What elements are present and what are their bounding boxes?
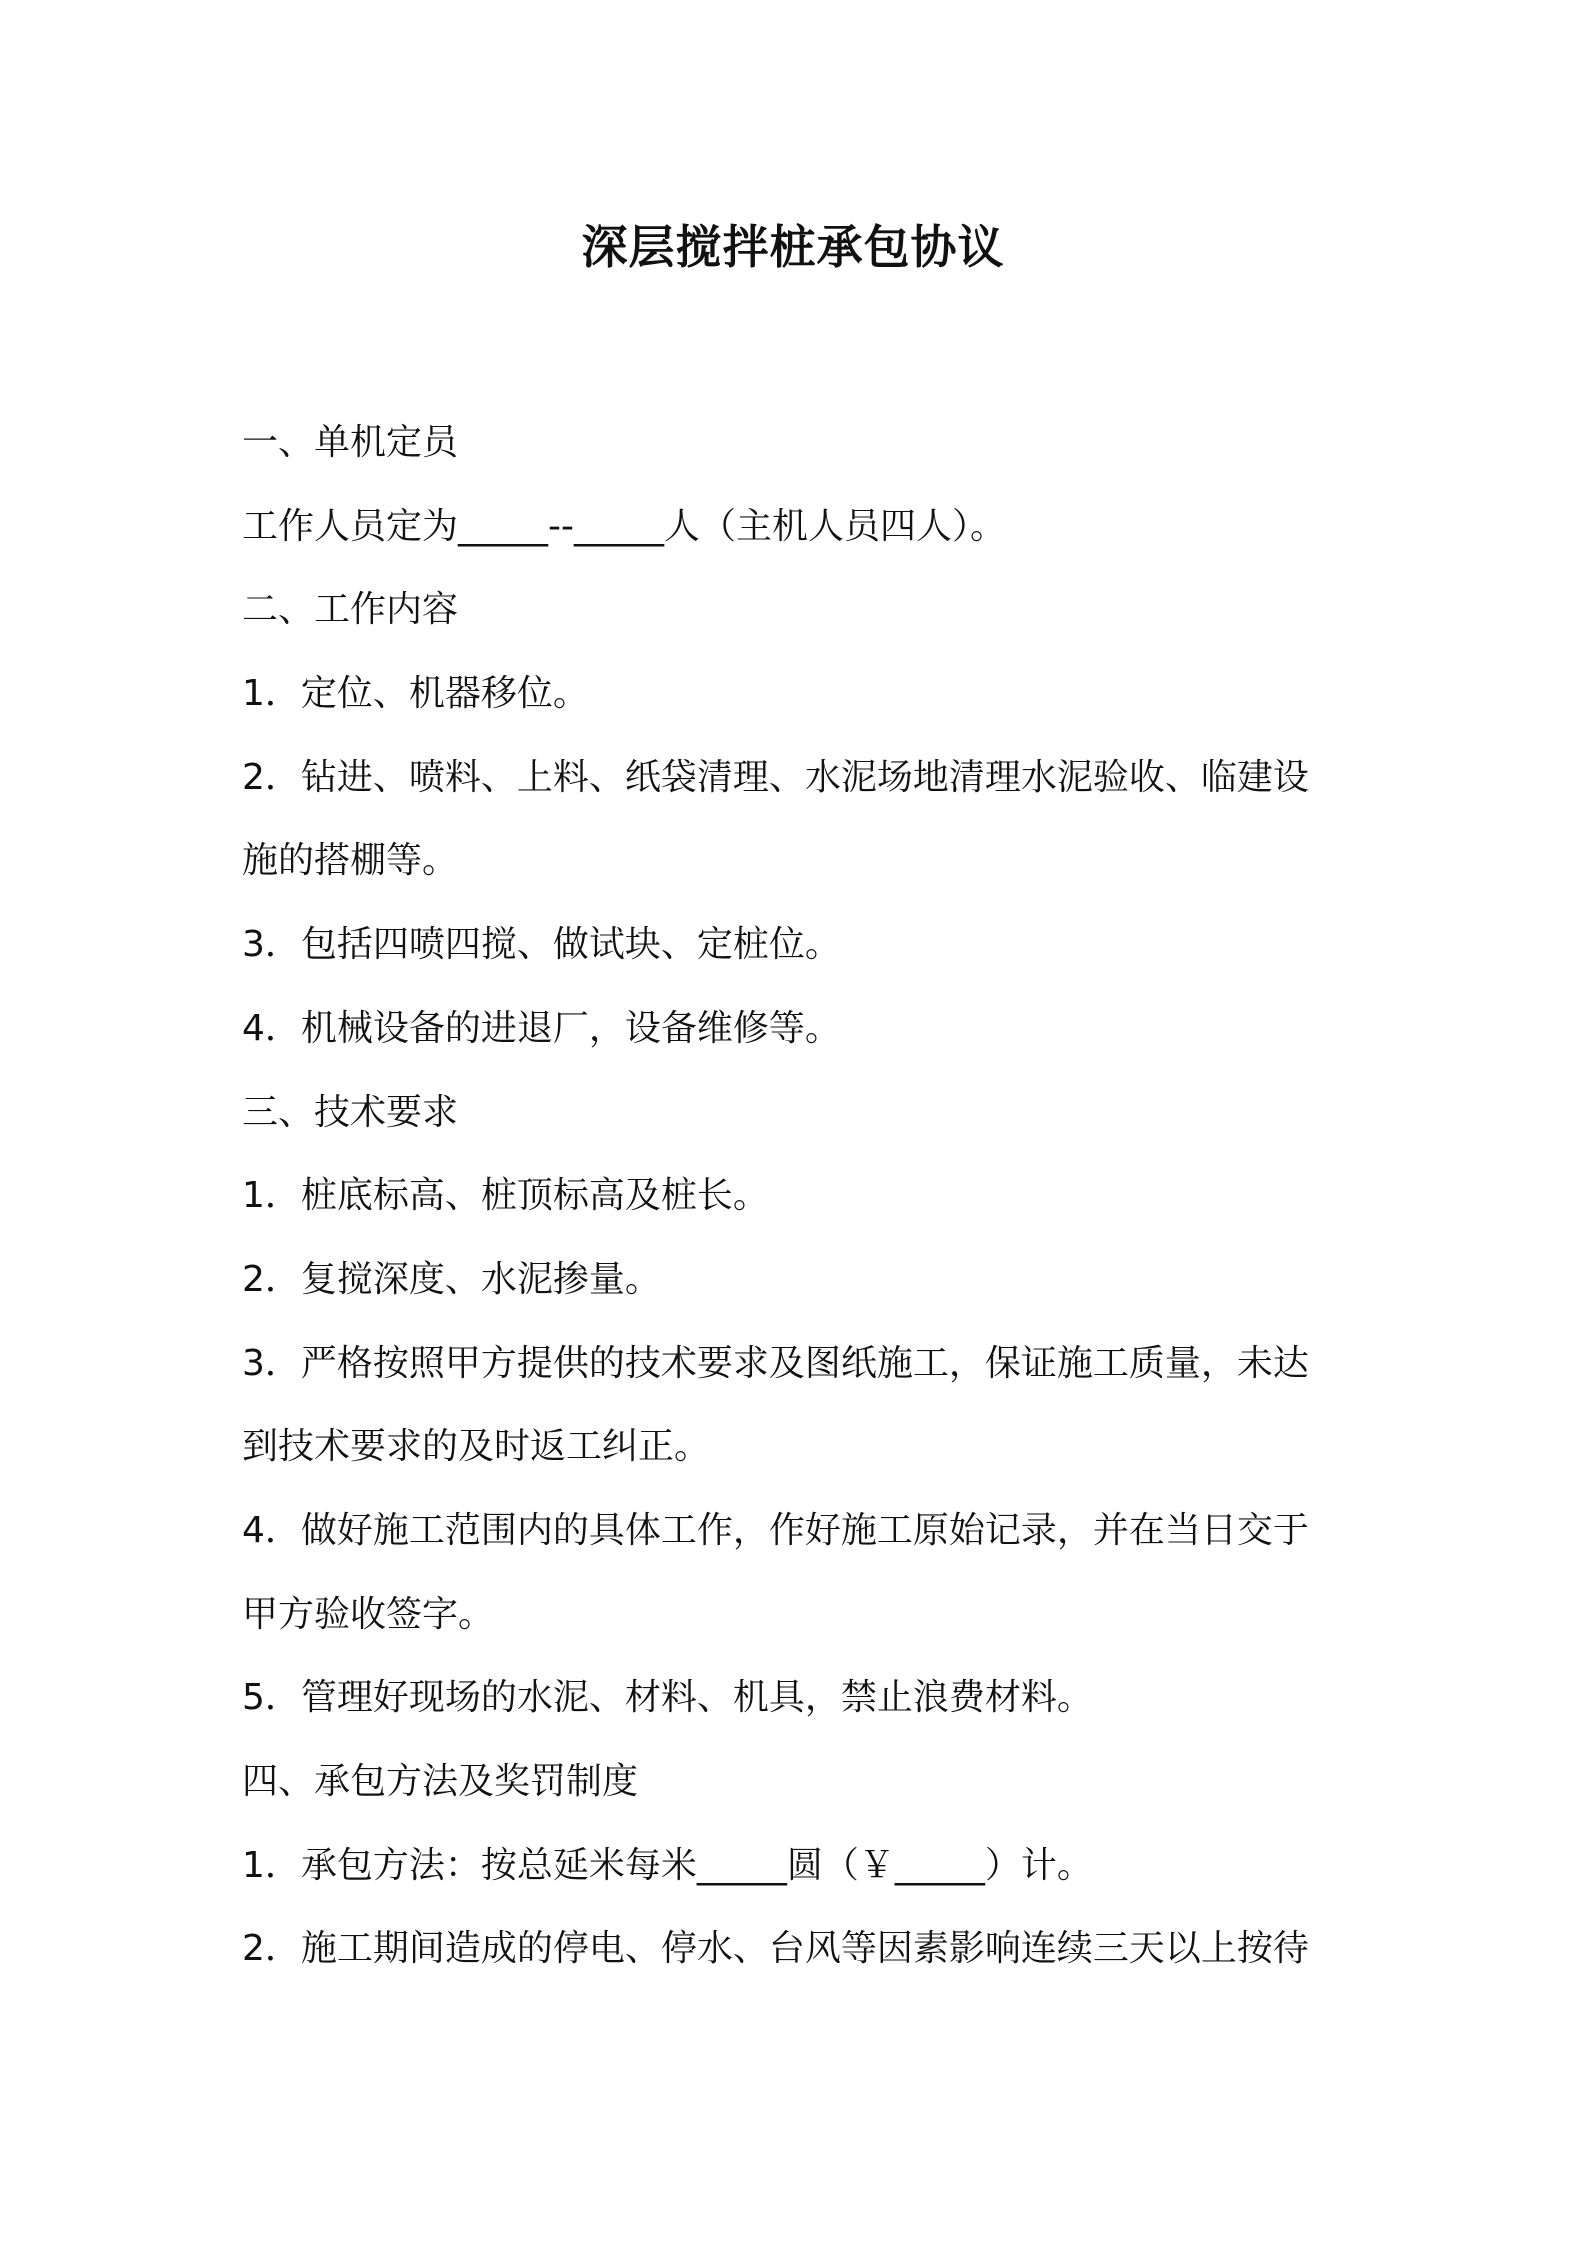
- section-heading-technical: 三、技术要求: [242, 1091, 459, 1133]
- technical-item-1: 1．桩底标高、桩顶标高及桩长。: [242, 1175, 769, 1217]
- technical-item-4-continued: 甲方验收签字。: [242, 1593, 495, 1635]
- paragraph-staff-count: 工作人员定为_____--_____人（主机人员四人）。: [242, 505, 1006, 547]
- document-title: 深层搅拌桩承包协议: [581, 220, 1005, 274]
- work-item-1: 1．定位、机器移位。: [242, 673, 589, 715]
- technical-item-5: 5．管理好现场的水泥、材料、机具，禁止浪费材料。: [242, 1677, 1093, 1719]
- work-item-4: 4．机械设备的进退厂，设备维修等。: [242, 1007, 841, 1049]
- work-item-2-continued: 施的搭棚等。: [242, 840, 459, 882]
- technical-item-4: 4．做好施工范围内的具体工作，作好施工原始记录，并在当日交于: [242, 1509, 1309, 1551]
- technical-item-3: 3．严格按照甲方提供的技术要求及图纸施工，保证施工质量，未达: [242, 1342, 1309, 1384]
- technical-item-3-continued: 到技术要求的及时返工纠正。: [242, 1426, 711, 1468]
- work-item-2: 2．钻进、喷料、上料、纸袋清理、水泥场地清理水泥验收、临建设: [242, 756, 1309, 798]
- technical-item-2: 2．复搅深度、水泥掺量。: [242, 1258, 661, 1300]
- section-heading-work-content: 二、工作内容: [242, 589, 459, 631]
- contract-item-2: 2．施工期间造成的停电、停水、台风等因素影响连续三天以上按待: [242, 1928, 1309, 1970]
- work-item-3: 3．包括四喷四搅、做试块、定桩位。: [242, 924, 841, 966]
- document-body: [242, 401, 1352, 1991]
- section-heading-contract-method: 四、承包方法及奖罚制度: [242, 1761, 639, 1802]
- contract-item-1: 1．承包方法：按总延米每米_____圆（￥_____）计。: [242, 1844, 1093, 1886]
- section-heading-staffing: 一、单机定员: [242, 422, 459, 463]
